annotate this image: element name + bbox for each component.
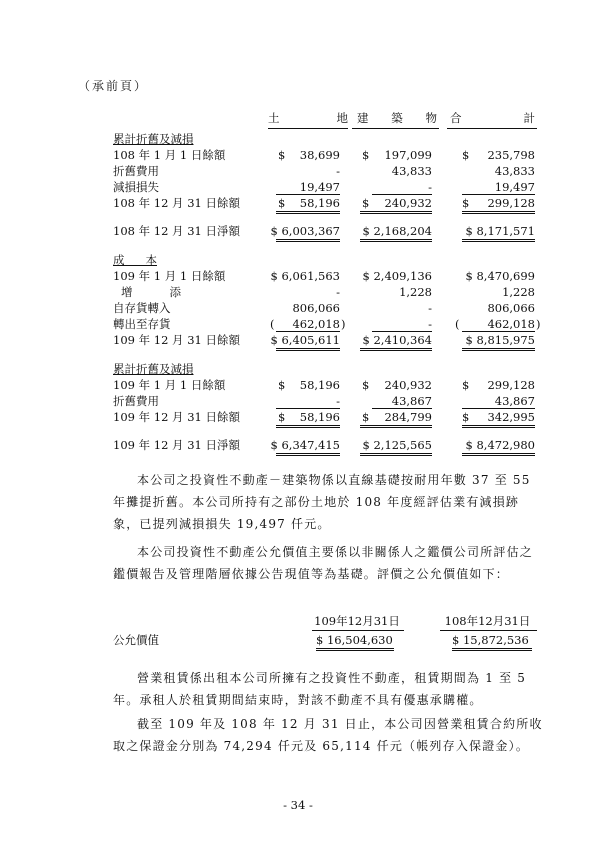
cell-land: 58,196 bbox=[299, 410, 340, 424]
fairvalue-108: $ 15,872,536 bbox=[452, 633, 529, 647]
cell-land: $ 6,405,611 bbox=[270, 333, 340, 347]
row-label: 減損損失 bbox=[113, 180, 159, 194]
cell-total: 43,833 bbox=[494, 164, 535, 178]
dollar-sign: $ bbox=[278, 148, 286, 162]
cell-land: - bbox=[336, 164, 340, 178]
subtotal-line-land bbox=[276, 408, 340, 409]
double-line-building bbox=[360, 427, 432, 428]
dollar-sign: $ bbox=[362, 410, 370, 424]
cell-total: 299,128 bbox=[487, 196, 535, 210]
double-line-land bbox=[276, 213, 340, 214]
cell-building: 43,833 bbox=[391, 164, 432, 178]
dollar-sign: $ bbox=[362, 378, 370, 392]
subtotal-line-total bbox=[462, 408, 535, 409]
cell-land: 806,066 bbox=[292, 301, 340, 315]
cell-land: $ 6,061,563 bbox=[270, 269, 340, 283]
double-line-land bbox=[276, 427, 340, 428]
double-line-total bbox=[462, 455, 535, 456]
paragraph-depreciation: 本公司之投資性不動產－建築物係以直線基礎按耐用年數 37 至 55 年攤提折舊。本公司所持有之部份土地於 108 年度經評估業有減損跡象，已提列減損損失 19,497 仟元。 bbox=[113, 473, 531, 531]
double-line-total bbox=[462, 348, 535, 349]
dollar-sign: $ bbox=[278, 378, 286, 392]
cell-land: 38,699 bbox=[299, 148, 340, 162]
row-label: 108 年 1 月 1 日餘額 bbox=[113, 148, 226, 162]
continued-note: （承前頁） bbox=[78, 79, 149, 93]
subtotal-line-land bbox=[276, 194, 340, 195]
double-line-fv-109 bbox=[316, 650, 394, 651]
cell-building: $ 2,409,136 bbox=[362, 269, 432, 283]
cell-total: 19,497 bbox=[494, 180, 535, 194]
row-label: 折舊費用 bbox=[113, 164, 159, 178]
double-line-land bbox=[276, 455, 340, 456]
dollar-sign: $ bbox=[462, 410, 470, 424]
page-number: - 34 - bbox=[283, 798, 313, 812]
cell-land: 19,497 bbox=[299, 180, 340, 194]
section-title-accum-108: 累計折舊及減損 bbox=[113, 132, 194, 146]
double-line-land bbox=[276, 348, 340, 349]
cell-building: - bbox=[428, 180, 432, 194]
cell-building: - bbox=[428, 317, 432, 331]
double-line-total bbox=[462, 425, 535, 426]
row-label: 增 添 bbox=[121, 285, 181, 299]
double-line-total bbox=[462, 427, 535, 428]
fairvalue-header-underline-109 bbox=[312, 630, 404, 631]
dollar-sign: $ bbox=[362, 148, 370, 162]
double-line-building bbox=[360, 213, 432, 214]
double-line-building bbox=[360, 350, 432, 351]
cell-land: $ 6,347,415 bbox=[270, 438, 340, 452]
double-line-total bbox=[462, 241, 535, 242]
paren-close: ) bbox=[341, 317, 346, 331]
subtotal-line-land bbox=[276, 331, 340, 332]
fairvalue-109: $ 16,504,630 bbox=[316, 633, 393, 647]
double-line-building bbox=[360, 211, 432, 212]
header-total: 合 計 bbox=[450, 111, 535, 125]
paren-close: ) bbox=[536, 317, 541, 331]
subtotal-line-total bbox=[462, 194, 535, 195]
paren-open: ( bbox=[270, 317, 275, 331]
header-total-underline bbox=[447, 128, 537, 129]
row-label: 109 年 12 月 31 日餘額 bbox=[113, 410, 240, 424]
double-line-building bbox=[360, 425, 432, 426]
cell-building: 240,932 bbox=[384, 196, 432, 210]
double-line-land bbox=[276, 425, 340, 426]
row-label: 108 年 12 月 31 日餘額 bbox=[113, 196, 240, 210]
double-line-building bbox=[360, 348, 432, 349]
double-line-land bbox=[276, 239, 340, 240]
dollar-sign: $ bbox=[462, 196, 470, 210]
header-building-underline bbox=[352, 128, 439, 129]
paragraph-deposits: 截至 109 年及 108 年 12 月 31 日止，本公司因營業租賃合約所收取之保證金分別為 74,294 仟元及 65,114 仟元（帳列存入保證金）。 bbox=[113, 717, 543, 753]
cell-total: 43,867 bbox=[494, 394, 535, 408]
double-line-building bbox=[360, 453, 432, 454]
paren-open: ( bbox=[455, 317, 460, 331]
cell-building: 240,932 bbox=[384, 378, 432, 392]
fairvalue-label: 公允價值 bbox=[113, 633, 159, 647]
double-line-land bbox=[276, 453, 340, 454]
double-line-land bbox=[276, 241, 340, 242]
row-label: 109 年 1 月 1 日餘額 bbox=[113, 378, 226, 392]
dollar-sign: $ bbox=[278, 196, 286, 210]
row-label: 109 年 1 月 1 日餘額 bbox=[113, 269, 226, 283]
fairvalue-header-109: 109年12月31日 bbox=[314, 614, 400, 628]
cell-land: $ 6,003,367 bbox=[270, 224, 340, 238]
double-line-total bbox=[462, 453, 535, 454]
cell-building: 197,099 bbox=[384, 148, 432, 162]
dollar-sign: $ bbox=[462, 378, 470, 392]
cell-building: $ 2,125,565 bbox=[362, 438, 432, 452]
cell-building: 1,228 bbox=[399, 285, 432, 299]
paragraph-operating-lease: 營業租賃係出租本公司所擁有之投資性不動產，租賃期間為 1 至 5 年。承租人於租賃期間結束時，對該不動產不具有優惠承購權。 bbox=[113, 671, 527, 707]
subtotal-line-total bbox=[462, 331, 535, 332]
cell-land: - bbox=[336, 394, 340, 408]
subtotal-line-building bbox=[372, 331, 432, 332]
row-label-net-109: 109 年 12 月 31 日淨額 bbox=[113, 438, 240, 452]
double-line-building bbox=[360, 239, 432, 240]
row-label: 轉出至存貨 bbox=[113, 317, 171, 331]
cell-land: - bbox=[336, 285, 340, 299]
cell-total: 299,128 bbox=[487, 378, 535, 392]
double-line-land bbox=[276, 350, 340, 351]
cell-total: 462,018 bbox=[487, 317, 535, 331]
cell-total: 806,066 bbox=[487, 301, 535, 315]
header-land-underline bbox=[268, 128, 348, 129]
cell-building: $ 2,410,364 bbox=[362, 333, 432, 347]
header-land: 土 地 bbox=[268, 111, 348, 125]
cell-total: $ 8,171,571 bbox=[465, 224, 535, 238]
section-title-accum-109: 累計折舊及減損 bbox=[113, 362, 194, 376]
double-line-total bbox=[462, 350, 535, 351]
double-line-fv-108 bbox=[452, 650, 532, 651]
cell-building: - bbox=[428, 301, 432, 315]
cell-total: 1,228 bbox=[502, 285, 535, 299]
double-line-land bbox=[276, 211, 340, 212]
cell-total: $ 8,470,699 bbox=[465, 269, 535, 283]
cell-total: $ 8,815,975 bbox=[465, 333, 535, 347]
cell-land: 462,018 bbox=[292, 317, 340, 331]
double-line-fv-108 bbox=[452, 648, 532, 649]
subtotal-line-building bbox=[372, 408, 432, 409]
cell-building: $ 2,168,204 bbox=[362, 224, 432, 238]
double-line-building bbox=[360, 455, 432, 456]
dollar-sign: $ bbox=[278, 410, 286, 424]
row-label: 折舊費用 bbox=[113, 394, 159, 408]
fairvalue-header-underline-108 bbox=[440, 630, 537, 631]
cell-total: $ 8,472,980 bbox=[465, 438, 535, 452]
cell-land: 58,196 bbox=[299, 196, 340, 210]
row-label: 109 年 12 月 31 日餘額 bbox=[113, 333, 240, 347]
double-line-fv-109 bbox=[316, 648, 394, 649]
header-building: 建 築 物 bbox=[357, 111, 437, 125]
cell-building: 284,799 bbox=[384, 410, 432, 424]
fairvalue-header-108: 108年12月31日 bbox=[444, 614, 531, 628]
paragraph-fair-value-basis: 本公司投資性不動產公允價值主要係以非關係人之鑑價公司所評估之鑑價報告及管理階層依據公告現值等為基礎。評價之公允價值如下： bbox=[113, 545, 534, 581]
cell-land: 58,196 bbox=[299, 378, 340, 392]
cell-total: 235,798 bbox=[487, 148, 535, 162]
cell-total: 342,995 bbox=[487, 410, 535, 424]
double-line-total bbox=[462, 213, 535, 214]
dollar-sign: $ bbox=[362, 196, 370, 210]
cell-building: 43,867 bbox=[391, 394, 432, 408]
section-title-cost: 成 本 bbox=[113, 253, 157, 267]
double-line-building bbox=[360, 241, 432, 242]
row-label: 自存貨轉入 bbox=[113, 301, 171, 315]
row-label-net-108: 108 年 12 月 31 日淨額 bbox=[113, 224, 240, 238]
subtotal-line-building bbox=[372, 194, 432, 195]
dollar-sign: $ bbox=[462, 148, 470, 162]
double-line-total bbox=[462, 211, 535, 212]
double-line-total bbox=[462, 239, 535, 240]
